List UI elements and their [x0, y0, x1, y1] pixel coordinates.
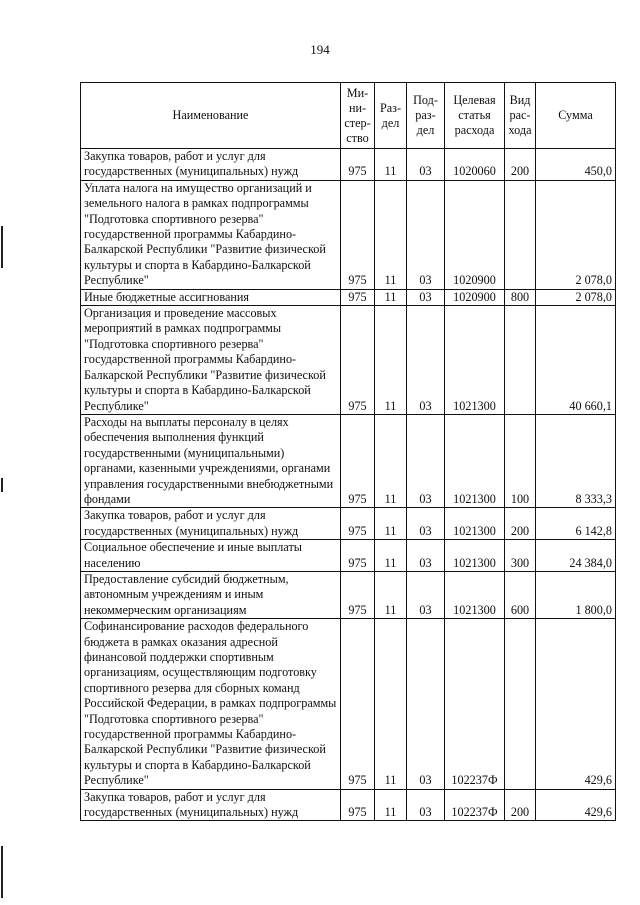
row-subsection: 03: [407, 540, 445, 572]
header-target-article: Целевая статья расхода: [445, 83, 505, 149]
row-ministry: 975: [341, 289, 375, 305]
scan-edge-mark: [1, 226, 3, 268]
row-target-article: 1020900: [445, 180, 505, 289]
row-ministry: 975: [341, 789, 375, 821]
row-name: Закупка товаров, работ и услуг для государственных (муниципальных) нужд: [81, 508, 341, 540]
row-amount: 2 078,0: [536, 180, 616, 289]
row-subsection: 03: [407, 306, 445, 415]
row-name: Уплата налога на имущество организаций и земельного налога в рамках подпрограммы "Подготовка спортивного резерва" государственной программы Кабардино-Балкарской Республики "Развитие физической культуры и спорта в Кабардино-Балкарской Республике": [81, 180, 341, 289]
header-section: Раз- дел: [375, 83, 407, 149]
row-expense-type: 100: [505, 414, 536, 507]
row-section: 11: [375, 540, 407, 572]
table-row: [81, 149, 616, 181]
row-section: 11: [375, 789, 407, 821]
row-expense-type: 200: [505, 508, 536, 540]
table-row: [81, 306, 616, 415]
row-target-article: 102237Ф: [445, 619, 505, 789]
row-ministry: 975: [341, 414, 375, 507]
row-amount: 40 660,1: [536, 306, 616, 415]
row-amount: 24 384,0: [536, 540, 616, 572]
table-body: [81, 149, 616, 821]
row-name: Закупка товаров, работ и услуг для государственных (муниципальных) нужд: [81, 789, 341, 821]
row-section: 11: [375, 289, 407, 305]
scan-edge-mark: [1, 846, 3, 898]
row-section: 11: [375, 414, 407, 507]
row-section: 11: [375, 180, 407, 289]
row-subsection: 03: [407, 508, 445, 540]
row-expense-type: 200: [505, 789, 536, 821]
table-row: [81, 508, 616, 540]
header-amount: Сумма: [536, 83, 616, 149]
row-section: 11: [375, 149, 407, 181]
row-target-article: 1021300: [445, 414, 505, 507]
row-target-article: 1021300: [445, 540, 505, 572]
header-expense-type: Вид рас- хода: [505, 83, 536, 149]
row-name: Иные бюджетные ассигнования: [81, 289, 341, 305]
row-amount: 1 800,0: [536, 571, 616, 618]
row-amount: 429,6: [536, 789, 616, 821]
row-target-article: 102237Ф: [445, 789, 505, 821]
row-target-article: 1021300: [445, 306, 505, 415]
row-section: 11: [375, 619, 407, 789]
row-section: 11: [375, 508, 407, 540]
page-number: 194: [310, 42, 330, 57]
header-name: Наименование: [81, 83, 341, 149]
row-subsection: 03: [407, 289, 445, 305]
scan-edge-mark: [1, 478, 3, 492]
row-expense-type: [505, 180, 536, 289]
row-subsection: 03: [407, 414, 445, 507]
row-subsection: 03: [407, 571, 445, 618]
table-row: [81, 289, 616, 305]
table-row: [81, 540, 616, 572]
row-target-article: 1020060: [445, 149, 505, 181]
row-target-article: 1021300: [445, 571, 505, 618]
row-name: Организация и проведение массовых мероприятий в рамках подпрограммы "Подготовка спортивного резерва" государственной программы Кабардино-Балкарской Республики "Развитие физической культуры и спорта в Кабардино-Балкарской Республике": [81, 306, 341, 415]
table-row: [81, 619, 616, 789]
row-expense-type: [505, 306, 536, 415]
header-subsection: Под- раз- дел: [407, 83, 445, 149]
row-amount: 429,6: [536, 619, 616, 789]
row-amount: 450,0: [536, 149, 616, 181]
row-section: 11: [375, 306, 407, 415]
row-ministry: 975: [341, 149, 375, 181]
row-ministry: 975: [341, 571, 375, 618]
row-name: Предоставление субсидий бюджетным, автономным учреждениям и иным некоммерческим организациям: [81, 571, 341, 618]
table-row: [81, 789, 616, 821]
row-expense-type: 300: [505, 540, 536, 572]
row-amount: 6 142,8: [536, 508, 616, 540]
row-name: Закупка товаров, работ и услуг для государственных (муниципальных) нужд: [81, 149, 341, 181]
row-target-article: 1021300: [445, 508, 505, 540]
table-row: [81, 414, 616, 507]
row-subsection: 03: [407, 149, 445, 181]
row-target-article: 1020900: [445, 289, 505, 305]
row-amount: 8 333,3: [536, 414, 616, 507]
row-name: Социальное обеспечение и иные выплаты населению: [81, 540, 341, 572]
budget-table: [80, 82, 616, 821]
table-row: [81, 571, 616, 618]
row-ministry: 975: [341, 306, 375, 415]
row-amount: 2 078,0: [536, 289, 616, 305]
row-subsection: 03: [407, 180, 445, 289]
row-expense-type: 200: [505, 149, 536, 181]
row-ministry: 975: [341, 619, 375, 789]
table-header-row: [81, 83, 616, 149]
row-ministry: 975: [341, 180, 375, 289]
header-ministry: Ми- ни- стер- ство: [341, 83, 375, 149]
row-section: 11: [375, 571, 407, 618]
row-expense-type: [505, 619, 536, 789]
table-row: [81, 180, 616, 289]
row-ministry: 975: [341, 508, 375, 540]
row-subsection: 03: [407, 619, 445, 789]
row-expense-type: 600: [505, 571, 536, 618]
row-subsection: 03: [407, 789, 445, 821]
row-name: Расходы на выплаты персоналу в целях обеспечения выполнения функций государственными (муниципальными) органами, казенными учреждениями, органами управления государственными внебюджетными фондами: [81, 414, 341, 507]
row-expense-type: 800: [505, 289, 536, 305]
row-name: Софинансирование расходов федерального бюджета в рамках оказания адресной финансовой поддержки спортивным организациям, осуществляющим подготовку спортивного резерва для сборных команд Российской Федерации, в рамках подпрограммы "Подготовка спортивного резерва" государственной программы Кабардино-Балкарской Республики "Развитие физической культуры и спорта в Кабардино-Балкарской Республике": [81, 619, 341, 789]
row-ministry: 975: [341, 540, 375, 572]
